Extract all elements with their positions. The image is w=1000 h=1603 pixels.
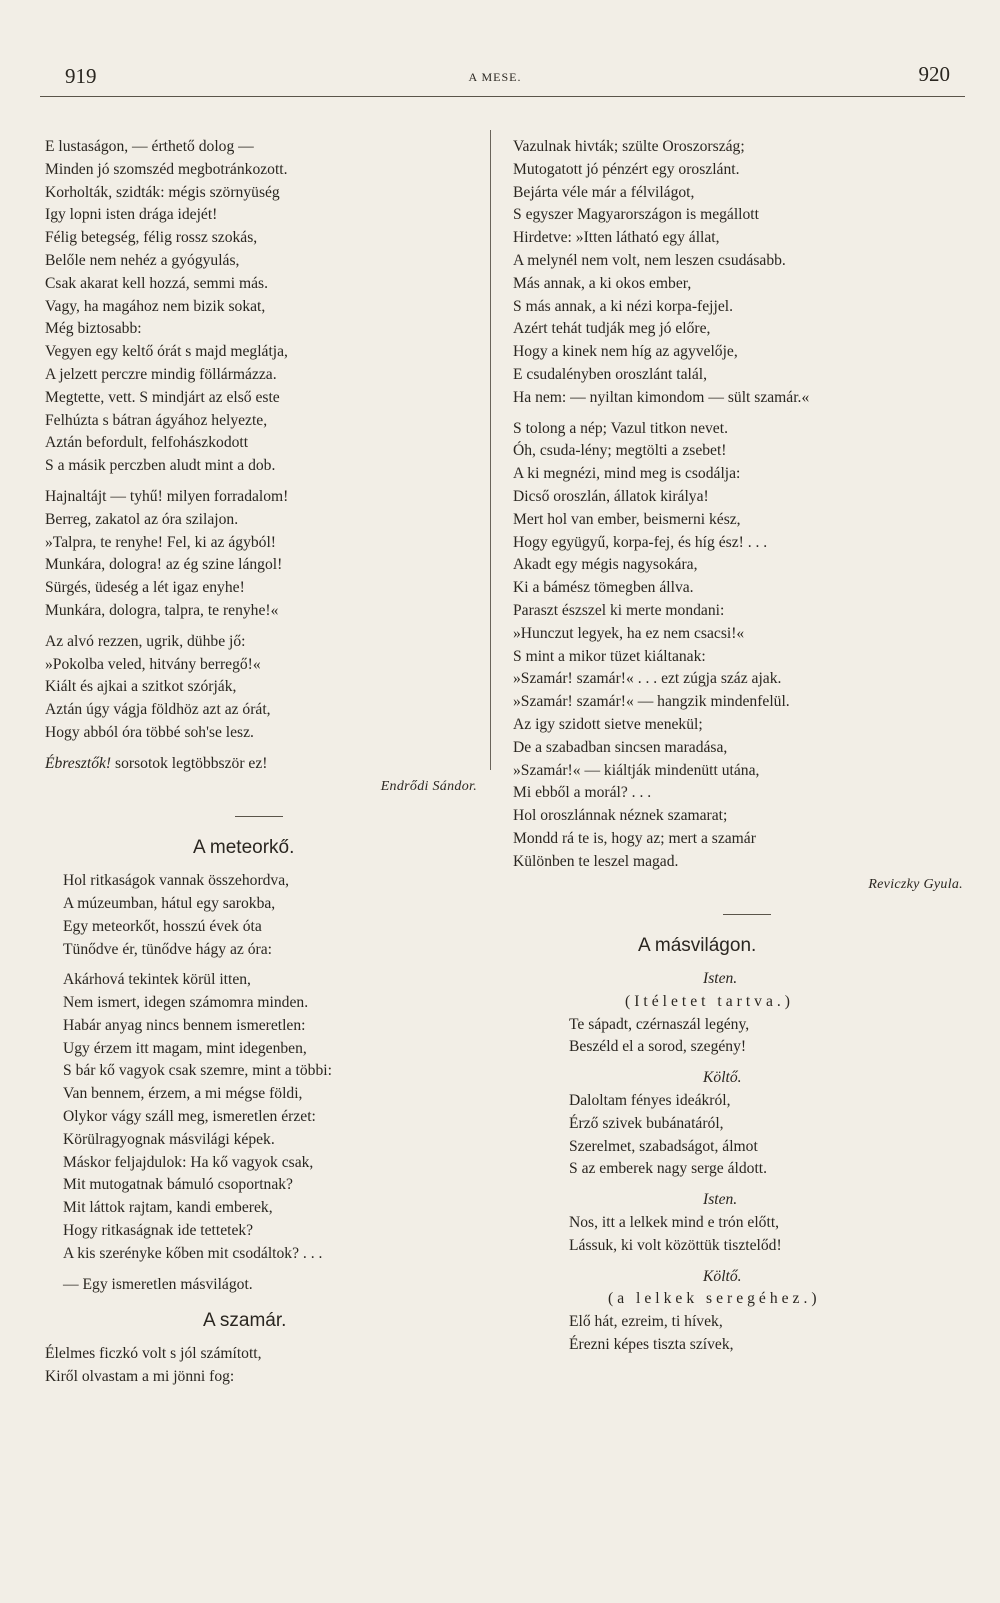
poem-author: Endrődi Sándor. [380, 778, 477, 794]
stanza-gap [513, 1258, 963, 1266]
verse-line: Tünődve ér, tünődve hágy az óra: [63, 940, 272, 958]
verse-line: Hogy a kinek nem híg az agyvelője, [513, 343, 738, 361]
verse-line: A múzeumban, hátul egy sarokba, [63, 894, 276, 912]
poem-stanza [513, 136, 963, 410]
verse-line: Akárhová tekintek körül itten, [63, 971, 251, 989]
stanza-gap [513, 1059, 963, 1067]
verse-line: Kiről olvastam a mi jönni fog: [45, 1368, 235, 1386]
verse-line: Berreg, zakatol az óra szilajon. [45, 510, 239, 528]
stanza-gap [63, 961, 485, 969]
stanza-gap [45, 1296, 485, 1304]
page-number-right: 920 [918, 62, 950, 86]
closing-line: — Egy ismeretlen másvilágot. [63, 1275, 253, 1293]
verse-line: Más annak, a ki okos ember, [513, 274, 692, 292]
poem-title: A másvilágon. [638, 935, 757, 957]
verse-line: »Szamár! szamár!« . . . ezt zúgja száz ajak. [513, 670, 782, 688]
verse-line: Különben te leszel magad. [513, 852, 679, 870]
verse-line: Vazulnak hivták; szülte Oroszország; [513, 138, 745, 155]
verse-line: Dicső oroszlán, állatok királya! [513, 487, 709, 505]
verse-line: Szerelmet, szabadságot, álmot [569, 1137, 758, 1155]
verse-line: E csudalényben oroszlánt talál, [513, 365, 707, 383]
verse-line: S mint a mikor tüzet kiáltanak: [513, 647, 706, 665]
verse-line: De a szabadban sincsen maradása, [513, 738, 728, 756]
stanza-gap [45, 623, 485, 631]
verse-line: Megtette, vett. S mindjárt az első este [45, 388, 280, 406]
verse-line: Sürgés, üdeség a lét igaz enyhe! [45, 579, 245, 597]
section-rule [235, 816, 283, 817]
verse-line: S egyszer Magyarországon is megállott [513, 206, 759, 224]
poem-stanza [45, 136, 485, 478]
poem-author: Reviczky Gyula. [868, 876, 963, 892]
verse-line: Igy lopni isten drága idejét! [45, 206, 218, 224]
poem-stanza [45, 486, 485, 623]
verse-line: Érezni képes tiszta szívek, [569, 1336, 734, 1354]
verse-line: Te sápadt, czérnaszál legény, [569, 1015, 750, 1033]
verse-line: Azért tehát tudják meg jó előre, [513, 320, 711, 338]
verse-line: Ha nem: — nyiltan kimondom — sült szamár.« [513, 388, 810, 406]
dialogue-block [513, 1311, 963, 1357]
verse-line: Körülragyognak másvilági képek. [63, 1130, 275, 1148]
verse-line: S bár kő vagyok csak szemre, mint a többi: [63, 1062, 332, 1080]
poem-stanza [45, 631, 485, 745]
dialogue-block [513, 1090, 963, 1181]
section-rule [723, 914, 771, 915]
page-number-left: 919 [65, 64, 97, 88]
verse-line: Nos, itt a lelkek mind e trón előtt, [569, 1214, 780, 1232]
stanza-gap [513, 410, 963, 418]
verse-line: Mert hol van ember, beismerni kész, [513, 510, 741, 528]
verse-line: Az alvó rezzen, ugrik, dühbe jő: [45, 632, 246, 650]
verse-line: Mutogatott jó pénzért egy oroszlánt. [513, 160, 740, 178]
column-divider [490, 130, 491, 770]
verse-line: »Hunczut legyek, ha ez nem csacsi!« [513, 624, 745, 642]
verse-line: Hajnaltájt — tyhű! milyen forradalom! [45, 487, 289, 505]
verse-line: »Talpra, te renyhe! Fel, ki az ágyból! [45, 533, 276, 551]
verse-line: A kis szerényke kőben mit csodáltok? . . . [63, 1244, 323, 1262]
verse-line: Hogy abból óra többé soh'se lesz. [45, 723, 254, 741]
poem-title: A szamár. [203, 1310, 287, 1332]
verse-line: Hirdetve: »Itten látható egy állat, [513, 229, 720, 247]
verse-line: Aztán úgy vágja földhöz azt az órát, [45, 701, 271, 719]
verse-line: Hol oroszlánnak néznek szamarat; [513, 807, 728, 825]
moral-italic: Ébresztők! [45, 754, 112, 772]
verse-line: S az emberek nagy serge áldott. [569, 1160, 768, 1178]
verse-line: Élelmes ficzkó volt s jól számított, [45, 1345, 262, 1363]
verse-line: Hogy ritkaságnak ide tettetek? [63, 1222, 254, 1240]
verse-line: Felhúzta s bátran ágyához helyezte, [45, 411, 268, 429]
moral-rest: sorsotok legtöbbször ez! [111, 754, 268, 772]
verse-line: S tolong a nép; Vazul titkon nevet. [513, 419, 728, 437]
speaker-label: Költő. [703, 1267, 742, 1285]
verse-line: Még biztosabb: [45, 320, 142, 338]
verse-line: A melynél nem volt, nem leszen csudásabb. [513, 251, 786, 269]
verse-line: Minden jó szomszéd megbotránkozott. [45, 160, 288, 178]
verse-line: Ki a bámész tömegben állva. [513, 579, 694, 597]
stanza-gap [45, 478, 485, 486]
verse-line: Mit mutogatnak bámuló csoportnak? [63, 1176, 293, 1194]
verse-line: Mi ebből a morál? . . . [513, 784, 652, 802]
verse-line: Van bennem, érzem, a mi mégse földi, [63, 1085, 303, 1103]
poem-stanza [513, 418, 963, 874]
stage-direction: (Itéletet tartva.) [625, 992, 794, 1010]
verse-line: Korholták, szidták: mégis szörnyüség [45, 183, 280, 201]
verse-line: Csak akarat kell hozzá, semmi más. [45, 274, 269, 292]
verse-line: Olykor vágy száll meg, ismeretlen érzet: [63, 1108, 316, 1126]
verse-line: Nem ismert, idegen számomra minden. [63, 994, 309, 1012]
verse-line: Egy meteorkőt, hosszú évek óta [63, 917, 262, 935]
verse-line: Belőle nem nehéz a gyógyulás, [45, 251, 240, 269]
stanza-gap [45, 745, 485, 753]
verse-line: »Szamár! szamár!« — hangzik mindenfelül. [513, 693, 790, 711]
verse-line: Munkára, dologra, talpra, te renyhe!« [45, 601, 279, 619]
stanza-gap [63, 1266, 485, 1274]
verse-line: Mit láttok rajtam, kandi emberek, [63, 1199, 273, 1217]
speaker-label: Isten. [703, 970, 738, 988]
verse-line: Az igy szidott sietve menekül; [513, 715, 703, 733]
verse-line: Félig betegség, félig rossz szokás, [45, 229, 258, 247]
verse-line: Hogy együgyű, korpa-fej, és híg ész! . . . [513, 533, 768, 551]
verse-line: S a másik perczben aludt mint a dob. [45, 457, 276, 475]
stanza-gap [513, 1181, 963, 1189]
verse-line: Bejárta véle már a félvilágot, [513, 183, 695, 201]
verse-line: Vegyen egy keltő órát s majd meglátja, [45, 343, 288, 361]
verse-line: Máskor feljajdulok: Ha kő vagyok csak, [63, 1153, 314, 1171]
left-column [45, 136, 485, 1389]
speaker-label: Költő. [703, 1069, 742, 1087]
dialogue-block [513, 1014, 963, 1060]
verse-line: Daloltam fényes ideákról, [569, 1092, 731, 1110]
verse-line: S más annak, a ki nézi korpa-fejjel. [513, 297, 733, 315]
verse-line: Érző szivek bubánatáról, [569, 1114, 724, 1132]
moral-line [45, 753, 485, 776]
header-rule [40, 96, 965, 97]
verse-line: »Pokolba veled, hitvány berregő!« [45, 655, 261, 673]
verse-line: Mondd rá te is, hogy az; mert a szamár [513, 829, 756, 847]
verse-line: »Szamár!« — kiáltják mindenütt utána, [513, 761, 760, 779]
verse-line: Beszéld el a sorod, szegény! [569, 1038, 747, 1056]
verse-line: Óh, csuda-lény; megtölti a zsebet! [513, 442, 727, 460]
verse-line: Kiált és ajkai a szitkot szórják, [45, 678, 237, 696]
poem-title: A meteorkő. [193, 837, 295, 859]
verse-line: A jelzett perczre mindig föllármázza. [45, 365, 277, 383]
speaker-label: Isten. [703, 1191, 738, 1209]
poem-body [45, 870, 485, 1296]
verse-line: E lustaságon, — érthető dolog — [45, 138, 254, 155]
verse-line: Elő hát, ezreim, ti hívek, [569, 1313, 723, 1331]
right-column [513, 136, 963, 1357]
verse-line: Ugy érzem itt magam, mint idegenben, [63, 1039, 307, 1057]
verse-line: Akadt egy mégis nagysokára, [513, 556, 698, 574]
dialogue-block [513, 1212, 963, 1258]
stage-direction: (a lelkek seregéhez.) [608, 1290, 821, 1308]
verse-line: Lássuk, ki volt közöttük tisztelőd! [569, 1236, 782, 1254]
verse-line: Munkára, dologra! az ég szine lángol! [45, 556, 283, 574]
verse-line: Habár anyag nincs bennem ismeretlen: [63, 1016, 306, 1034]
verse-line: Hol ritkaságok vannak összehordva, [63, 872, 290, 890]
verse-line: Paraszt észszel ki merte mondani: [513, 601, 725, 619]
verse-line: Aztán befordult, felfohászkodott [45, 434, 249, 452]
page-header [40, 60, 950, 96]
running-title: A MESE. [468, 70, 522, 84]
verse-line: Vagy, ha magához nem bizik sokat, [45, 297, 266, 315]
verse-line: A ki megnézi, mind meg is csodálja: [513, 465, 741, 483]
